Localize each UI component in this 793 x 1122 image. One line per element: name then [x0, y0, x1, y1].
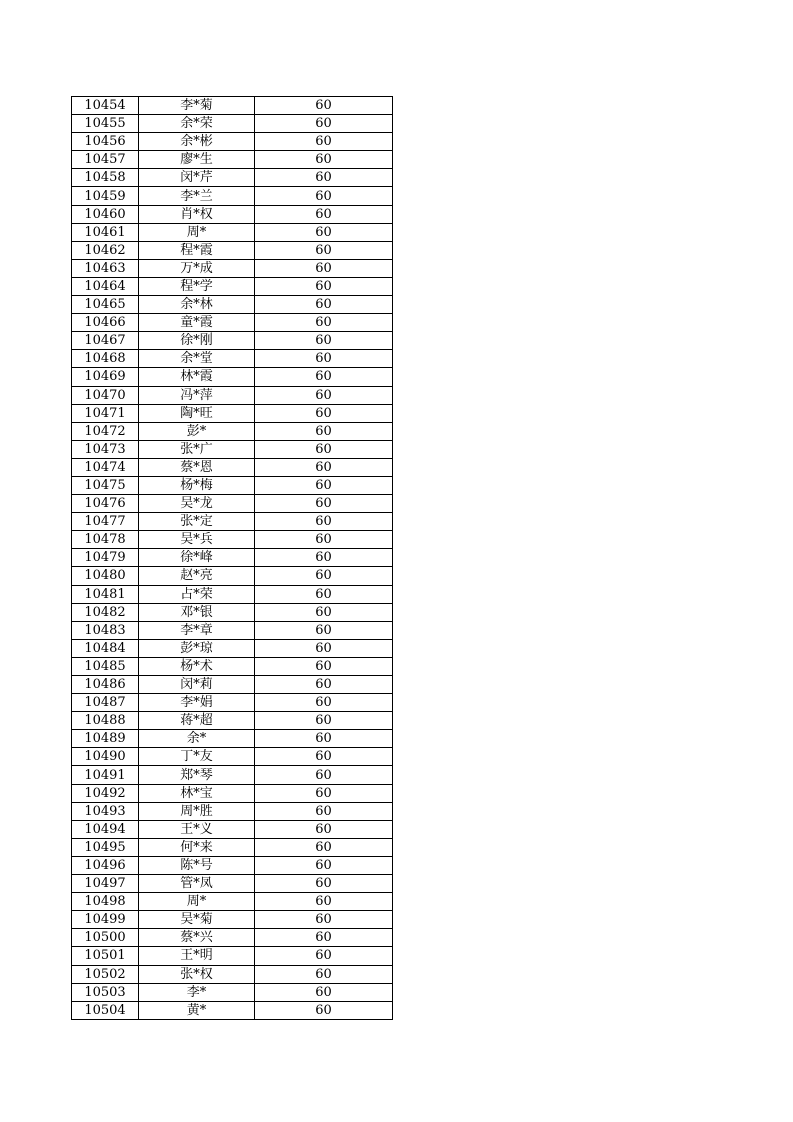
row-id-cell: 10461: [72, 223, 139, 241]
row-id-cell: 10488: [72, 712, 139, 730]
row-name-cell: 占*荣: [139, 585, 255, 603]
table-row: [72, 603, 393, 621]
table-row: [72, 585, 393, 603]
row-name-cell: 管*凤: [139, 875, 255, 893]
row-id-cell: 10480: [72, 567, 139, 585]
row-score-cell: 60: [255, 386, 393, 404]
table-row: [72, 205, 393, 223]
table-row: [72, 1001, 393, 1019]
row-id-cell: 10490: [72, 748, 139, 766]
row-score-cell: 60: [255, 531, 393, 549]
row-score-cell: 60: [255, 585, 393, 603]
row-score-cell: 60: [255, 929, 393, 947]
row-score-cell: 60: [255, 513, 393, 531]
table-row: [72, 115, 393, 133]
table-row: [72, 169, 393, 187]
row-name-cell: 郑*琴: [139, 766, 255, 784]
row-name-cell: 周*: [139, 893, 255, 911]
row-name-cell: 张*定: [139, 513, 255, 531]
table-row: [72, 368, 393, 386]
row-id-cell: 10462: [72, 241, 139, 259]
table-row: [72, 350, 393, 368]
row-id-cell: 10496: [72, 856, 139, 874]
row-name-cell: 李*娟: [139, 694, 255, 712]
row-score-cell: 60: [255, 1001, 393, 1019]
row-id-cell: 10489: [72, 730, 139, 748]
row-name-cell: 余*: [139, 730, 255, 748]
row-id-cell: 10495: [72, 838, 139, 856]
row-score-cell: 60: [255, 549, 393, 567]
row-name-cell: 程*学: [139, 277, 255, 295]
row-score-cell: 60: [255, 259, 393, 277]
table-row: [72, 440, 393, 458]
table-row: [72, 404, 393, 422]
row-score-cell: 60: [255, 766, 393, 784]
row-id-cell: 10492: [72, 784, 139, 802]
table-row: [72, 965, 393, 983]
row-id-cell: 10473: [72, 440, 139, 458]
row-score-cell: 60: [255, 603, 393, 621]
row-score-cell: 60: [255, 748, 393, 766]
row-id-cell: 10460: [72, 205, 139, 223]
table-row: [72, 694, 393, 712]
row-id-cell: 10470: [72, 386, 139, 404]
row-id-cell: 10476: [72, 495, 139, 513]
row-id-cell: 10494: [72, 820, 139, 838]
row-score-cell: 60: [255, 332, 393, 350]
row-id-cell: 10465: [72, 296, 139, 314]
row-name-cell: 闵*莉: [139, 676, 255, 694]
row-score-cell: 60: [255, 133, 393, 151]
row-name-cell: 吴*龙: [139, 495, 255, 513]
row-name-cell: 程*霞: [139, 241, 255, 259]
row-id-cell: 10503: [72, 983, 139, 1001]
row-id-cell: 10479: [72, 549, 139, 567]
row-name-cell: 邓*银: [139, 603, 255, 621]
row-name-cell: 闵*芹: [139, 169, 255, 187]
table-row: [72, 784, 393, 802]
row-id-cell: 10466: [72, 314, 139, 332]
row-name-cell: 林*霞: [139, 368, 255, 386]
table-row: [72, 893, 393, 911]
row-score-cell: 60: [255, 983, 393, 1001]
row-name-cell: 陈*号: [139, 856, 255, 874]
table-row: [72, 495, 393, 513]
table-row: [72, 639, 393, 657]
row-name-cell: 廖*生: [139, 151, 255, 169]
table-row: [72, 929, 393, 947]
row-score-cell: 60: [255, 802, 393, 820]
table-row: [72, 513, 393, 531]
row-id-cell: 10467: [72, 332, 139, 350]
row-score-cell: 60: [255, 115, 393, 133]
row-score-cell: 60: [255, 893, 393, 911]
row-score-cell: 60: [255, 223, 393, 241]
row-id-cell: 10498: [72, 893, 139, 911]
row-id-cell: 10499: [72, 911, 139, 929]
row-id-cell: 10484: [72, 639, 139, 657]
row-id-cell: 10458: [72, 169, 139, 187]
row-score-cell: 60: [255, 838, 393, 856]
row-id-cell: 10459: [72, 187, 139, 205]
row-score-cell: 60: [255, 368, 393, 386]
row-score-cell: 60: [255, 621, 393, 639]
row-id-cell: 10463: [72, 259, 139, 277]
row-name-cell: 彭*琼: [139, 639, 255, 657]
table-row: [72, 856, 393, 874]
row-name-cell: 余*彬: [139, 133, 255, 151]
table-row: [72, 97, 393, 115]
data-table: [71, 96, 393, 1020]
table-row: [72, 187, 393, 205]
row-name-cell: 黄*: [139, 1001, 255, 1019]
row-id-cell: 10487: [72, 694, 139, 712]
row-id-cell: 10471: [72, 404, 139, 422]
row-name-cell: 何*来: [139, 838, 255, 856]
table-row: [72, 712, 393, 730]
row-score-cell: 60: [255, 875, 393, 893]
row-name-cell: 张*权: [139, 965, 255, 983]
row-name-cell: 冯*萍: [139, 386, 255, 404]
row-name-cell: 余*荣: [139, 115, 255, 133]
table-row: [72, 296, 393, 314]
table-row: [72, 259, 393, 277]
row-score-cell: 60: [255, 730, 393, 748]
row-score-cell: 60: [255, 712, 393, 730]
table-row: [72, 458, 393, 476]
row-score-cell: 60: [255, 676, 393, 694]
row-score-cell: 60: [255, 694, 393, 712]
row-score-cell: 60: [255, 241, 393, 259]
row-score-cell: 60: [255, 784, 393, 802]
row-id-cell: 10482: [72, 603, 139, 621]
row-score-cell: 60: [255, 856, 393, 874]
row-score-cell: 60: [255, 151, 393, 169]
table-row: [72, 676, 393, 694]
table-body: [72, 97, 393, 1020]
row-name-cell: 李*菊: [139, 97, 255, 115]
row-id-cell: 10486: [72, 676, 139, 694]
row-name-cell: 李*兰: [139, 187, 255, 205]
row-name-cell: 蔡*恩: [139, 458, 255, 476]
row-score-cell: 60: [255, 350, 393, 368]
row-name-cell: 王*义: [139, 820, 255, 838]
row-name-cell: 林*宝: [139, 784, 255, 802]
row-name-cell: 万*成: [139, 259, 255, 277]
row-name-cell: 蔡*兴: [139, 929, 255, 947]
table-row: [72, 621, 393, 639]
row-score-cell: 60: [255, 567, 393, 585]
row-name-cell: 蒋*超: [139, 712, 255, 730]
row-name-cell: 杨*术: [139, 657, 255, 675]
row-score-cell: 60: [255, 440, 393, 458]
row-score-cell: 60: [255, 820, 393, 838]
row-id-cell: 10491: [72, 766, 139, 784]
table-row: [72, 838, 393, 856]
row-id-cell: 10478: [72, 531, 139, 549]
row-name-cell: 王*明: [139, 947, 255, 965]
table-row: [72, 875, 393, 893]
row-id-cell: 10493: [72, 802, 139, 820]
table-row: [72, 911, 393, 929]
table-row: [72, 549, 393, 567]
row-name-cell: 徐*刚: [139, 332, 255, 350]
row-score-cell: 60: [255, 296, 393, 314]
row-score-cell: 60: [255, 314, 393, 332]
row-score-cell: 60: [255, 657, 393, 675]
row-score-cell: 60: [255, 495, 393, 513]
row-name-cell: 周*胜: [139, 802, 255, 820]
table-row: [72, 332, 393, 350]
row-id-cell: 10474: [72, 458, 139, 476]
row-id-cell: 10472: [72, 422, 139, 440]
row-id-cell: 10502: [72, 965, 139, 983]
row-name-cell: 李*章: [139, 621, 255, 639]
row-name-cell: 吴*兵: [139, 531, 255, 549]
row-id-cell: 10500: [72, 929, 139, 947]
table-row: [72, 730, 393, 748]
row-name-cell: 杨*梅: [139, 476, 255, 494]
row-name-cell: 余*堂: [139, 350, 255, 368]
row-id-cell: 10483: [72, 621, 139, 639]
row-name-cell: 丁*友: [139, 748, 255, 766]
row-id-cell: 10464: [72, 277, 139, 295]
table-row: [72, 947, 393, 965]
row-id-cell: 10501: [72, 947, 139, 965]
table-row: [72, 223, 393, 241]
row-score-cell: 60: [255, 911, 393, 929]
row-id-cell: 10468: [72, 350, 139, 368]
row-id-cell: 10497: [72, 875, 139, 893]
row-score-cell: 60: [255, 965, 393, 983]
row-name-cell: 周*: [139, 223, 255, 241]
table-row: [72, 820, 393, 838]
row-id-cell: 10477: [72, 513, 139, 531]
table-row: [72, 277, 393, 295]
row-name-cell: 童*霞: [139, 314, 255, 332]
table-row: [72, 314, 393, 332]
row-score-cell: 60: [255, 97, 393, 115]
row-score-cell: 60: [255, 205, 393, 223]
row-name-cell: 余*林: [139, 296, 255, 314]
row-id-cell: 10455: [72, 115, 139, 133]
row-score-cell: 60: [255, 947, 393, 965]
row-id-cell: 10469: [72, 368, 139, 386]
row-score-cell: 60: [255, 422, 393, 440]
row-name-cell: 徐*峰: [139, 549, 255, 567]
row-score-cell: 60: [255, 169, 393, 187]
row-name-cell: 张*广: [139, 440, 255, 458]
table-row: [72, 531, 393, 549]
row-score-cell: 60: [255, 277, 393, 295]
table-row: [72, 133, 393, 151]
row-name-cell: 肖*权: [139, 205, 255, 223]
row-score-cell: 60: [255, 458, 393, 476]
row-id-cell: 10457: [72, 151, 139, 169]
row-id-cell: 10485: [72, 657, 139, 675]
table-row: [72, 386, 393, 404]
table-row: [72, 241, 393, 259]
table-row: [72, 567, 393, 585]
row-score-cell: 60: [255, 639, 393, 657]
row-name-cell: 彭*: [139, 422, 255, 440]
row-id-cell: 10456: [72, 133, 139, 151]
table-row: [72, 766, 393, 784]
row-name-cell: 陶*旺: [139, 404, 255, 422]
table-row: [72, 748, 393, 766]
row-name-cell: 李*: [139, 983, 255, 1001]
row-score-cell: 60: [255, 187, 393, 205]
table-row: [72, 151, 393, 169]
row-name-cell: 吴*菊: [139, 911, 255, 929]
row-id-cell: 10481: [72, 585, 139, 603]
row-id-cell: 10504: [72, 1001, 139, 1019]
row-name-cell: 赵*亮: [139, 567, 255, 585]
row-id-cell: 10475: [72, 476, 139, 494]
table-row: [72, 802, 393, 820]
row-id-cell: 10454: [72, 97, 139, 115]
row-score-cell: 60: [255, 404, 393, 422]
table-row: [72, 657, 393, 675]
table-row: [72, 983, 393, 1001]
row-score-cell: 60: [255, 476, 393, 494]
table-row: [72, 422, 393, 440]
table-row: [72, 476, 393, 494]
